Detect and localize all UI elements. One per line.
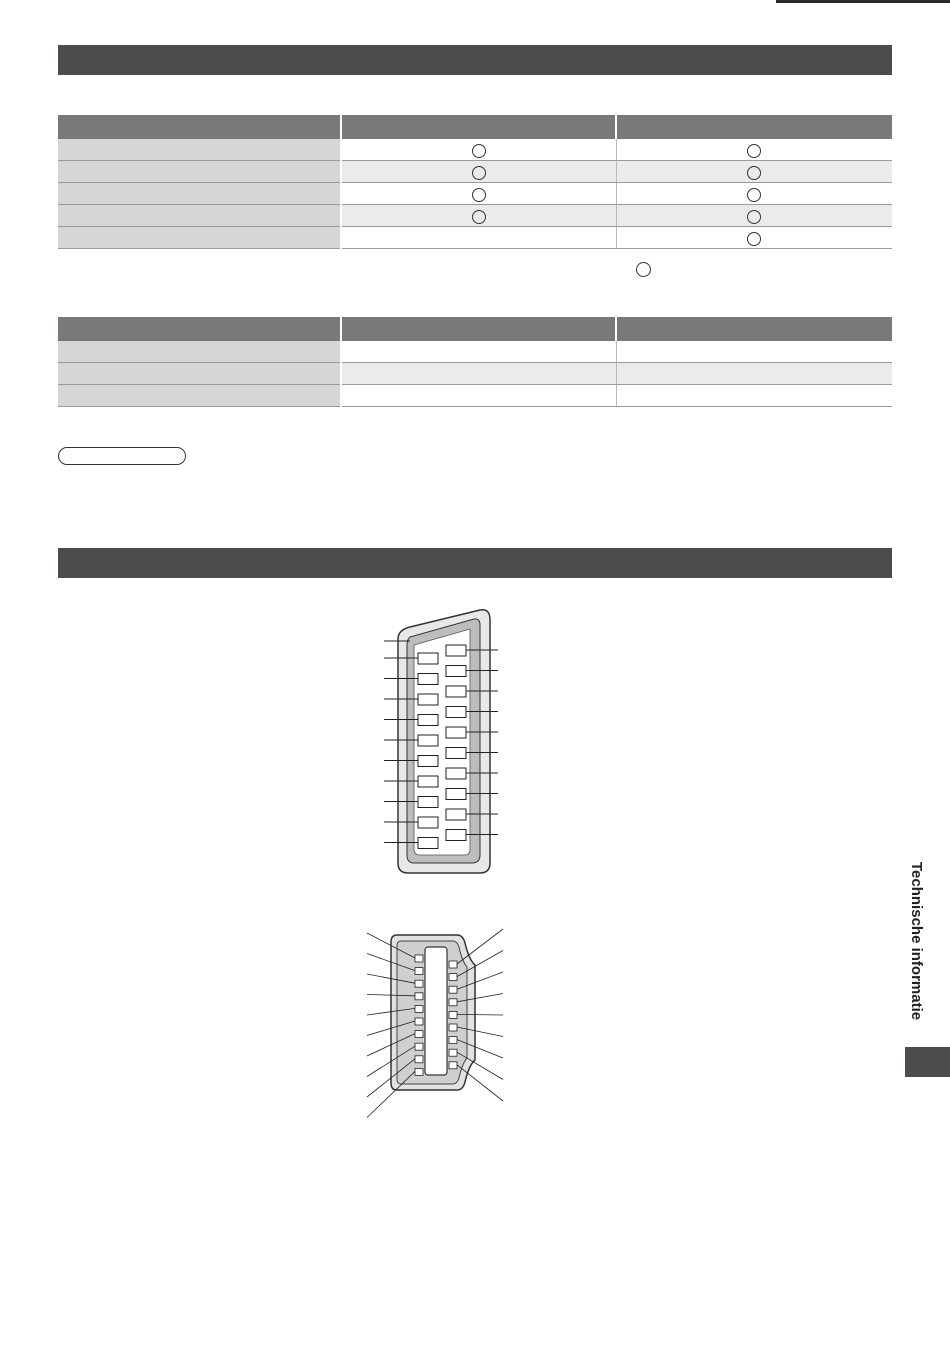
- value-cell-col2: [616, 205, 892, 227]
- header-cell-col2: [616, 115, 892, 139]
- table-row: [58, 385, 892, 407]
- table-header-row: [58, 317, 892, 341]
- signal-table: [58, 317, 892, 407]
- row-label-cell: [58, 183, 341, 205]
- scart-pin: [446, 789, 466, 800]
- scart-pin: [446, 645, 466, 656]
- row-label-cell: [58, 341, 341, 363]
- scart-pin: [446, 748, 466, 759]
- hdmi-pin: [449, 986, 457, 993]
- hdmi-pin: [449, 1049, 457, 1056]
- supported-circle-icon: [747, 188, 761, 202]
- row-label-cell: [58, 161, 341, 183]
- hdmi-pin: [415, 1031, 423, 1038]
- header-cell-label: [58, 317, 341, 341]
- table-row: [58, 363, 892, 385]
- hdmi-pin: [415, 1043, 423, 1050]
- scart-pin: [446, 727, 466, 738]
- row-label-cell: [58, 139, 341, 161]
- value-cell-col1: [341, 363, 616, 385]
- supported-circle-icon: [472, 210, 486, 224]
- scart-pin: [418, 694, 438, 705]
- table-row: [58, 205, 892, 227]
- scart-pin: [418, 838, 438, 849]
- hdmi-connector-pin-diagram: [365, 925, 505, 1125]
- scart-pin: [418, 817, 438, 828]
- hdmi-pin: [415, 1056, 423, 1063]
- supported-circle-icon: [472, 144, 486, 158]
- hdmi-pin: [415, 1018, 423, 1025]
- value-cell-col2: [616, 341, 892, 363]
- legend-circle-icon: [636, 262, 651, 277]
- hdmi-pin: [449, 961, 457, 968]
- supported-circle-icon: [747, 144, 761, 158]
- compatibility-table: [58, 115, 892, 249]
- header-cell-col1: [341, 317, 616, 341]
- table-row: [58, 183, 892, 205]
- top-rule: [776, 0, 950, 3]
- value-cell-col1: [341, 139, 616, 161]
- supported-circle-icon: [472, 188, 486, 202]
- table-row: [58, 227, 892, 249]
- hdmi-pin: [415, 1005, 423, 1012]
- table-row: [58, 139, 892, 161]
- value-cell-col1: [341, 183, 616, 205]
- hdmi-pin: [449, 1011, 457, 1018]
- header-cell-col1: [341, 115, 616, 139]
- header-cell-label: [58, 115, 341, 139]
- value-cell-col1: [341, 227, 616, 249]
- hdmi-pin: [449, 999, 457, 1006]
- row-label-cell: [58, 363, 341, 385]
- table-header-row: [58, 115, 892, 139]
- scart-connector-pin-diagram: [370, 605, 510, 885]
- value-cell-col1: [341, 385, 616, 407]
- hdmi-pin: [415, 993, 423, 1000]
- scart-pin: [446, 768, 466, 779]
- scart-pin: [446, 686, 466, 697]
- hdmi-pin: [415, 955, 423, 962]
- hdmi-pin: [449, 1062, 457, 1069]
- row-label-cell: [58, 385, 341, 407]
- sidebar-section-tab: [905, 1047, 950, 1077]
- sidebar-section-label: Technische informatie: [908, 862, 925, 1021]
- hdmi-pin: [449, 974, 457, 981]
- table-row: [58, 341, 892, 363]
- scart-pin: [446, 707, 466, 718]
- supported-circle-icon: [472, 166, 486, 180]
- hdmi-pin: [415, 980, 423, 987]
- value-cell-col2: [616, 385, 892, 407]
- supported-circle-icon: [747, 210, 761, 224]
- scart-pin: [418, 797, 438, 808]
- note-badge: [58, 447, 186, 465]
- supported-circle-icon: [747, 166, 761, 180]
- scart-pin: [418, 735, 438, 746]
- value-cell-col2: [616, 139, 892, 161]
- value-cell-col1: [341, 161, 616, 183]
- scart-pin: [418, 776, 438, 787]
- value-cell-col2: [616, 363, 892, 385]
- row-label-cell: [58, 205, 341, 227]
- value-cell-col2: [616, 183, 892, 205]
- hdmi-pin: [415, 968, 423, 975]
- header-cell-col2: [616, 317, 892, 341]
- value-cell-col1: [341, 341, 616, 363]
- supported-circle-icon: [747, 232, 761, 246]
- scart-pin: [418, 715, 438, 726]
- table-row: [58, 161, 892, 183]
- value-cell-col2: [616, 161, 892, 183]
- scart-pin: [446, 666, 466, 677]
- value-cell-col1: [341, 205, 616, 227]
- scart-pin: [418, 756, 438, 767]
- section-header-bar-1: [58, 45, 892, 75]
- section-header-bar-2: [58, 548, 892, 578]
- hdmi-pin: [449, 1024, 457, 1031]
- hdmi-pin: [415, 1068, 423, 1075]
- scart-pin: [446, 809, 466, 820]
- scart-pin: [418, 674, 438, 685]
- scart-pin: [418, 653, 438, 664]
- value-cell-col2: [616, 227, 892, 249]
- scart-pin: [446, 830, 466, 841]
- hdmi-pin: [449, 1037, 457, 1044]
- row-label-cell: [58, 227, 341, 249]
